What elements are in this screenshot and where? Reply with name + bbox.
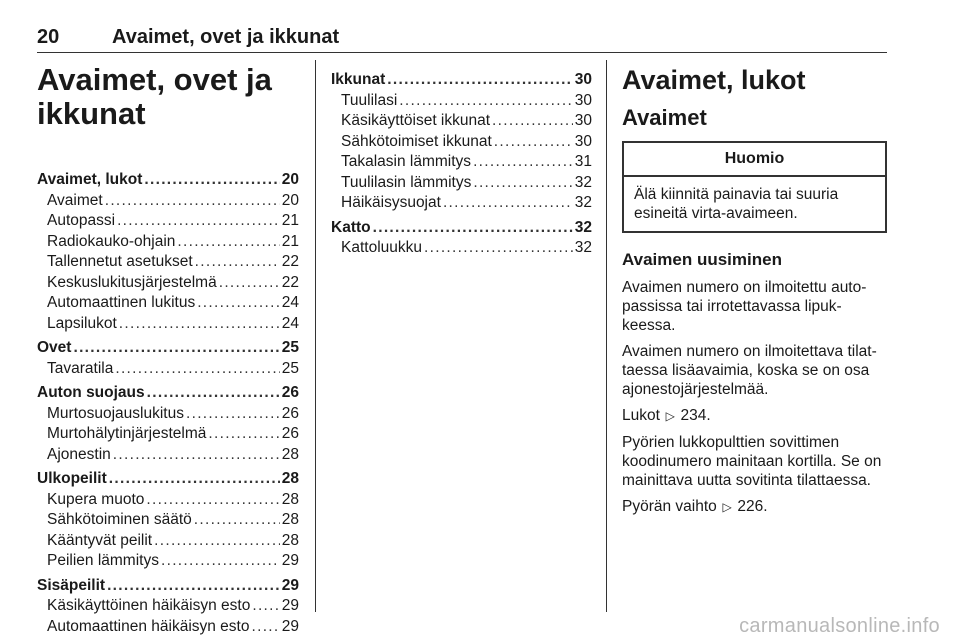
paragraph-4: Pyörien lukkopulttien sovittimen koodinumero mainitaan kortilla. Se on mainittava uutta sovitinta tilattaessa. <box>622 434 882 489</box>
toc-entry-label: Automaattinen häikäisyn esto <box>47 617 250 635</box>
toc-leader-dots <box>119 314 280 335</box>
toc-entry-label: Peilien lämmitys <box>47 552 159 569</box>
toc-entry-label: Kupera muoto <box>47 490 145 508</box>
toc-entry[interactable] <box>37 404 299 425</box>
toc-leader-dots <box>195 252 280 273</box>
toc-entry-page: 32 <box>574 239 592 256</box>
toc-entry[interactable] <box>331 70 592 91</box>
note-body: Älä kiinnitä painavia tai suuria esineitä virta-avaimeen. <box>634 186 839 222</box>
toc-leader-dots <box>373 218 573 239</box>
toc-leader-dots <box>73 338 279 359</box>
toc-entry[interactable] <box>37 252 299 273</box>
toc-leader-dots <box>387 70 572 91</box>
paragraph-3 <box>622 406 887 426</box>
toc-entry-label: Murtosuojauslukitus <box>47 404 184 422</box>
toc-entry-page: 31 <box>574 153 592 170</box>
arrow-ref-icon: ▷ <box>722 500 732 514</box>
toc-entry-label: Käsikäyttöinen häikäisyn esto <box>47 597 251 614</box>
toc-entry[interactable] <box>37 211 299 232</box>
toc-entry-page: 32 <box>574 194 592 211</box>
toc-entry[interactable] <box>37 359 299 380</box>
toc-entry-label: Sähkötoiminen säätö <box>47 511 192 528</box>
toc-entry-label: Ulkopeilit <box>37 470 107 487</box>
toc-entry[interactable] <box>37 273 299 294</box>
toc-leader-dots <box>251 617 279 638</box>
toc-leader-dots <box>146 490 279 511</box>
toc-entry-page: 20 <box>281 191 299 209</box>
toc-column-1 <box>37 170 299 637</box>
toc-entry-page: 28 <box>281 470 299 487</box>
toc-entry-page: 28 <box>281 511 299 528</box>
toc-entry[interactable] <box>37 170 299 191</box>
toc-leader-dots <box>194 510 280 531</box>
toc-entry-page: 32 <box>574 173 592 191</box>
toc-leader-dots <box>492 111 573 132</box>
toc-entry[interactable] <box>37 424 299 445</box>
page-header <box>37 26 887 52</box>
paragraph-2: Avaimen numero on ilmoitettava tilattaessa lisäavaimia, koska se on osa ajonestojärjestelmää. <box>622 343 877 398</box>
toc-entry-page: 30 <box>574 112 592 129</box>
toc-leader-dots <box>115 359 279 380</box>
toc-entry-page: 28 <box>281 531 299 549</box>
toc-entry-page: 30 <box>574 71 592 88</box>
toc-entry-label: Murtohälytinjärjestelmä <box>47 425 207 442</box>
toc-entry-label: Keskuslukitusjärjestelmä <box>47 273 217 291</box>
toc-entry[interactable] <box>37 383 299 404</box>
toc-entry[interactable] <box>37 490 299 511</box>
toc-entry-label: Häikäisysuojat <box>341 194 441 211</box>
toc-entry[interactable] <box>37 469 299 490</box>
toc-leader-dots <box>197 293 280 314</box>
toc-entry-label: Tuulilasin lämmitys <box>341 173 472 191</box>
toc-entry-label: Ovet <box>37 339 72 356</box>
chapter-title <box>37 63 272 131</box>
toc-entry-label: Avaimet <box>47 191 103 209</box>
toc-entry[interactable] <box>37 596 299 617</box>
toc-leader-dots <box>424 238 573 259</box>
toc-entry-page: 29 <box>281 597 299 614</box>
toc-entry-label: Automaattinen lukitus <box>47 294 196 311</box>
paragraph-5-ref[interactable]: 226. <box>737 498 768 515</box>
toc-entry[interactable] <box>37 551 299 572</box>
toc-leader-dots <box>161 551 280 572</box>
toc-entry[interactable] <box>331 238 592 259</box>
toc-entry-label: Lapsilukot <box>47 314 117 332</box>
chapter-title-line-2: ikkunat <box>37 96 146 131</box>
toc-leader-dots <box>144 170 279 191</box>
toc-entry[interactable] <box>37 510 299 531</box>
toc-entry-page: 26 <box>281 404 299 422</box>
note-box <box>622 141 887 233</box>
toc-entry-page: 22 <box>281 273 299 291</box>
toc-entry[interactable] <box>331 218 592 239</box>
toc-entry-page: 21 <box>281 212 299 229</box>
toc-leader-dots <box>208 424 279 445</box>
arrow-ref-icon: ▷ <box>665 409 675 423</box>
column-divider-1 <box>315 60 316 612</box>
paragraph-1: Avaimen numero on ilmoitettu autopassissa tai irrotettavassa lipukkeessa. <box>622 279 867 334</box>
toc-entry[interactable] <box>331 91 592 112</box>
note-title: Huomio <box>624 143 885 177</box>
paragraph-3-text: Lukot <box>622 407 660 424</box>
toc-entry-page: 26 <box>281 384 299 401</box>
toc-entry-page: 29 <box>281 617 299 635</box>
toc-leader-dots <box>177 232 279 253</box>
toc-entry-label: Auton suojaus <box>37 384 145 401</box>
toc-entry-label: Tallennetut asetukset <box>47 253 193 270</box>
paragraph-3-ref[interactable]: 234. <box>680 407 711 424</box>
toc-entry[interactable] <box>37 576 299 597</box>
toc-entry-label: Katto <box>331 218 371 236</box>
toc-entry-page: 25 <box>281 359 299 377</box>
paragraph-5 <box>622 497 887 517</box>
subheading-key-replacement: Avaimen uusiminen <box>622 250 782 269</box>
toc-entry-page: 30 <box>574 132 592 150</box>
toc-entry-page: 22 <box>281 253 299 270</box>
toc-entry-label: Ajonestin <box>47 445 111 463</box>
toc-entry-page: 32 <box>574 218 592 236</box>
toc-leader-dots <box>105 191 280 212</box>
toc-entry-label: Ikkunat <box>331 71 386 88</box>
toc-entry-label: Tavaratila <box>47 359 114 377</box>
toc-entry-page: 26 <box>281 425 299 442</box>
toc-entry[interactable] <box>37 293 299 314</box>
toc-leader-dots <box>186 404 280 425</box>
toc-entry[interactable] <box>331 173 592 194</box>
toc-entry-label: Takalasin lämmitys <box>341 153 472 170</box>
toc-leader-dots <box>219 273 280 294</box>
toc-column-2 <box>331 70 592 259</box>
toc-entry-page: 28 <box>281 490 299 508</box>
toc-entry[interactable] <box>37 445 299 466</box>
toc-entry[interactable] <box>37 617 299 638</box>
section-content <box>622 63 887 517</box>
toc-leader-dots <box>494 132 573 153</box>
chapter-title-line-1: Avaimet, ovet ja <box>37 62 272 97</box>
section-heading: Avaimet, lukot <box>622 65 806 95</box>
toc-entry-label: Sähkötoimiset ikkunat <box>341 132 492 150</box>
toc-leader-dots <box>473 152 573 173</box>
running-title: Avaimet, ovet ja ikkunat <box>112 26 340 48</box>
toc-entry-label: Autopassi <box>47 212 116 229</box>
paragraph-5-text: Pyörän vaihto <box>622 498 717 515</box>
toc-entry[interactable] <box>37 338 299 359</box>
page-number: 20 <box>37 26 60 48</box>
toc-entry-label: Avaimet, lukot <box>37 171 143 188</box>
toc-leader-dots <box>399 91 572 112</box>
toc-entry-label: Sisäpeilit <box>37 576 106 594</box>
toc-leader-dots <box>113 445 280 466</box>
toc-entry-page: 29 <box>281 576 299 594</box>
toc-leader-dots <box>443 193 573 214</box>
toc-leader-dots <box>117 211 280 232</box>
toc-leader-dots <box>473 173 572 194</box>
toc-entry-page: 30 <box>574 91 592 109</box>
toc-entry-page: 20 <box>281 171 299 188</box>
toc-leader-dots <box>109 469 280 490</box>
watermark: carmanualsonline.info <box>739 615 940 637</box>
toc-leader-dots <box>154 531 280 552</box>
toc-leader-dots <box>147 383 280 404</box>
toc-entry[interactable] <box>37 314 299 335</box>
toc-entry-label: Kattoluukku <box>341 239 422 256</box>
toc-entry-label: Käsikäyttöiset ikkunat <box>341 112 491 129</box>
toc-entry-page: 29 <box>281 552 299 569</box>
header-divider <box>37 52 887 53</box>
toc-entry[interactable] <box>37 191 299 212</box>
toc-entry[interactable] <box>37 531 299 552</box>
toc-entry[interactable] <box>37 232 299 253</box>
toc-entry-page: 21 <box>281 232 299 250</box>
subsection-heading: Avaimet <box>622 105 707 130</box>
toc-entry-label: Kääntyvät peilit <box>47 531 153 549</box>
toc-leader-dots <box>252 596 279 617</box>
toc-entry[interactable] <box>331 193 592 214</box>
toc-entry-label: Tuulilasi <box>341 91 398 109</box>
toc-entry[interactable] <box>331 132 592 153</box>
toc-leader-dots <box>107 576 280 597</box>
toc-entry-label: Radiokauko-ohjain <box>47 232 176 250</box>
toc-entry[interactable] <box>331 111 592 132</box>
column-divider-2 <box>606 60 607 612</box>
toc-entry-page: 28 <box>281 445 299 463</box>
toc-entry-page: 24 <box>281 294 299 311</box>
toc-entry[interactable] <box>331 152 592 173</box>
toc-entry-page: 25 <box>281 339 299 356</box>
toc-entry-page: 24 <box>281 314 299 332</box>
